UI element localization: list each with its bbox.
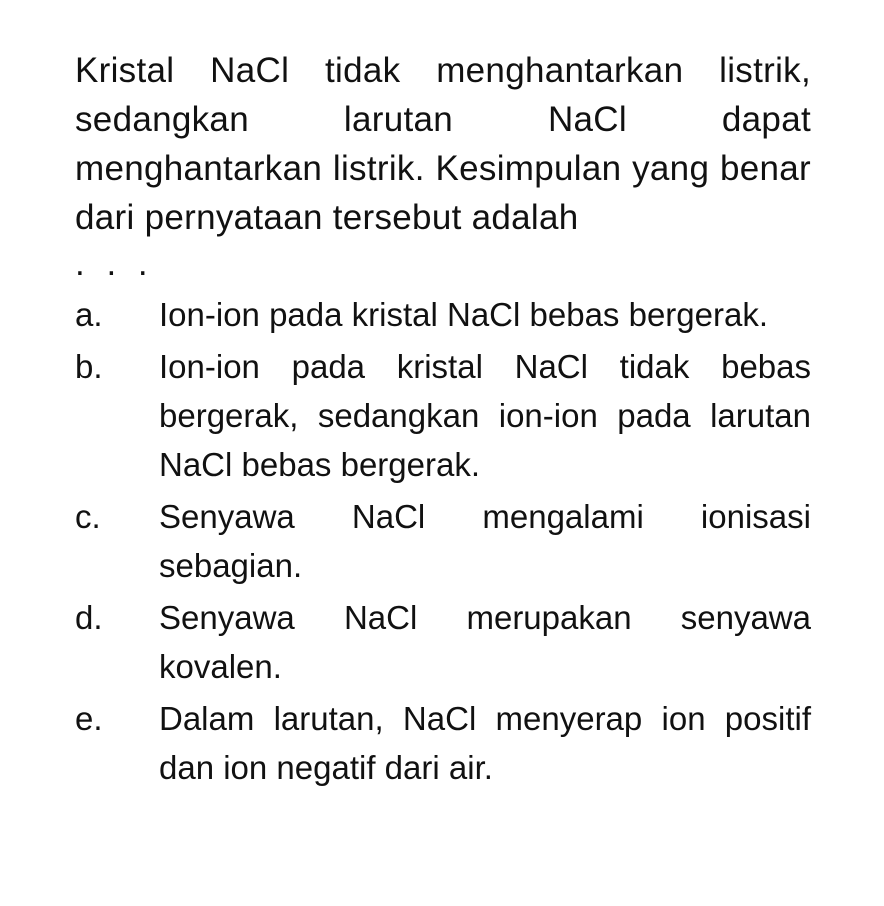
question-block [75, 46, 811, 795]
answer-options [75, 290, 811, 792]
option-text: Ion-ion pada kristal NaCl tidak bebas bergerak, sedangkan ion-ion pada larutan NaCl bebas bergerak. [159, 348, 811, 483]
option-e[interactable] [75, 694, 811, 792]
option-text: Dalam larutan, NaCl menyerap ion positif dan ion negatif dari air. [159, 700, 811, 786]
question-text: Kristal NaCl tidak menghantarkan listrik, sedangkan larutan NaCl dapat menghantarkan listrik. Kesimpulan yang benar dari pernyataan tersebut adalah [75, 51, 811, 237]
option-text: Senyawa NaCl mengalami ionisasi sebagian. [159, 498, 811, 584]
option-text: Ion-ion pada kristal NaCl bebas bergerak. [159, 296, 769, 333]
option-text: Senyawa NaCl merupakan senyawa kovalen. [159, 599, 811, 685]
option-letter: c. [75, 498, 101, 535]
option-letter: e. [75, 700, 103, 737]
question-ellipsis: . . . [75, 244, 154, 283]
option-letter: a. [75, 296, 103, 333]
option-c[interactable] [75, 492, 811, 590]
option-letter: b. [75, 348, 103, 385]
option-d[interactable] [75, 593, 811, 691]
option-letter: d. [75, 599, 103, 636]
option-b[interactable] [75, 342, 811, 489]
option-a[interactable] [75, 290, 811, 339]
